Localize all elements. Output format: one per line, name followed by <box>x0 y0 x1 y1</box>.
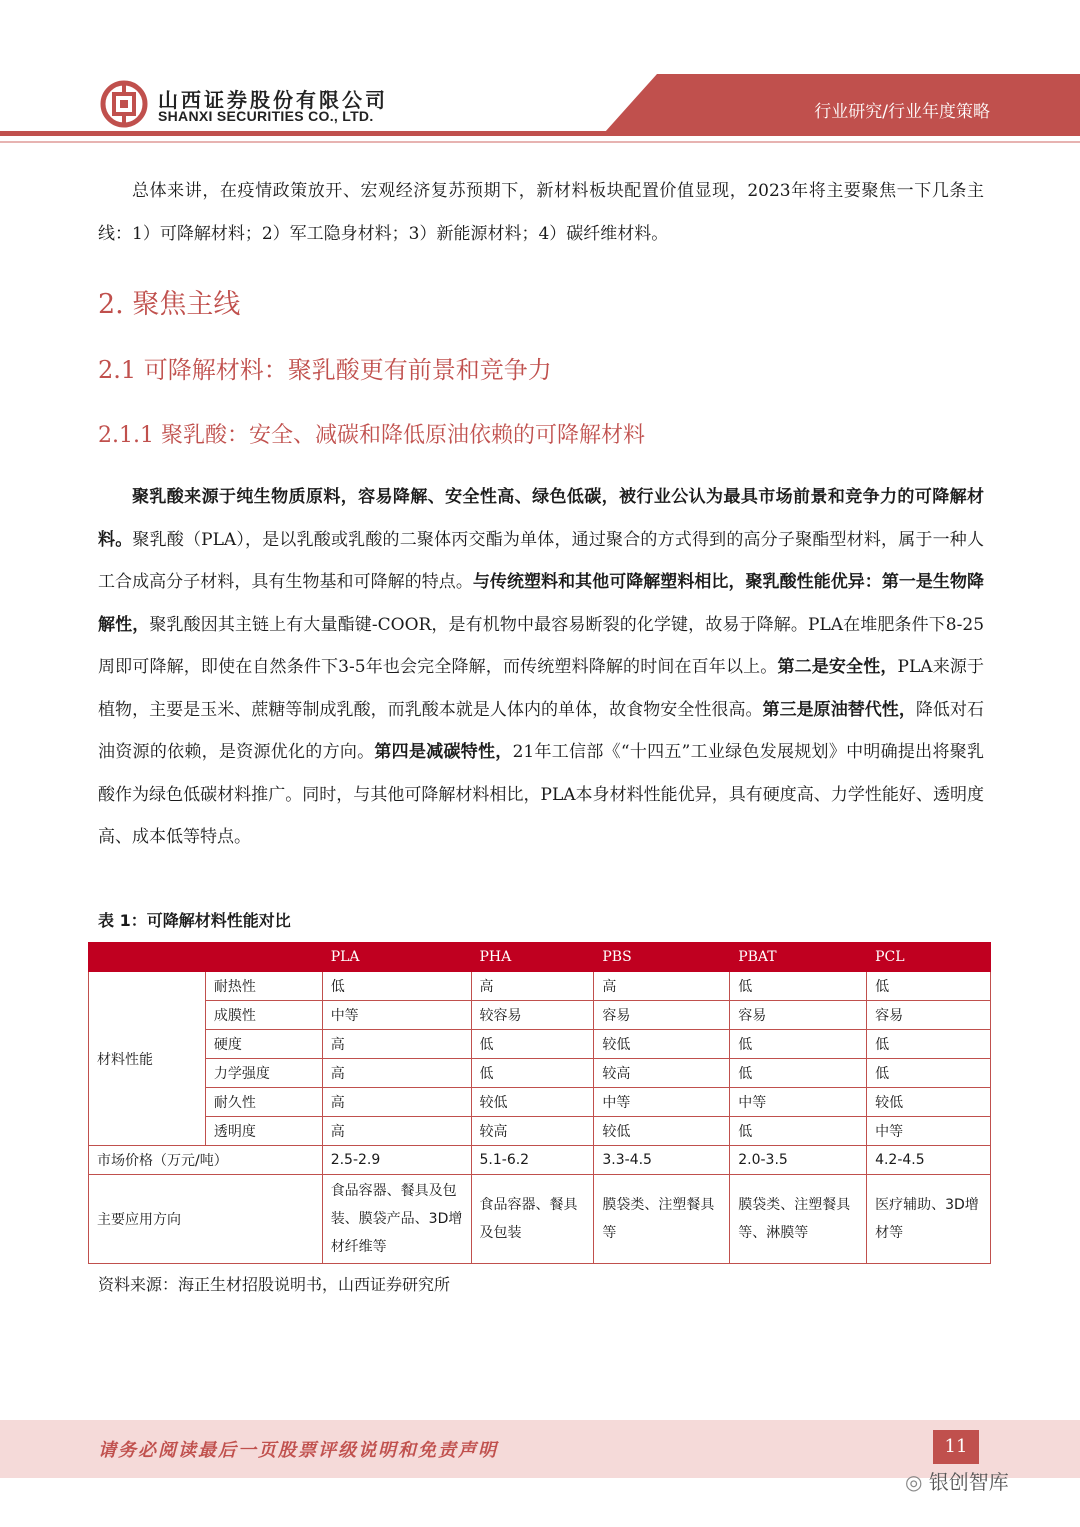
table-cell: 低 <box>867 972 991 1001</box>
table-cell: 低 <box>471 1030 594 1059</box>
section-heading: 2. 聚焦主线 <box>98 289 241 320</box>
table-cell: 低 <box>471 1059 594 1088</box>
watermark-text: 银创智库 <box>928 1470 1009 1494</box>
table-cell: 容易 <box>730 1001 867 1030</box>
property-name: 力学强度 <box>205 1059 322 1088</box>
group-label: 材料性能 <box>89 972 206 1146</box>
company-name-zh: 山西证券股份有限公司 <box>158 88 388 112</box>
table-cell: 高 <box>594 972 730 1001</box>
price-label: 市场价格（万元/吨） <box>89 1146 323 1175</box>
table-row <box>89 1088 991 1117</box>
table-cell: 低 <box>867 1030 991 1059</box>
table-cell: 较低 <box>594 1117 730 1146</box>
column-header: PHA <box>471 943 594 972</box>
body-safety-title: 第二是安全性， <box>777 657 898 677</box>
table-cell: 高 <box>322 1059 471 1088</box>
table-cell: 较低 <box>471 1088 594 1117</box>
body-paragraph <box>98 476 984 859</box>
body-safety: PLA来源于植物，主要是玉米、蔗糖等制成乳酸，而乳酸本就是人体内的单体，故食物安全性很高。 <box>98 657 985 720</box>
header-blank <box>205 943 322 972</box>
table-cell: 4.2-4.5 <box>867 1146 991 1175</box>
property-name: 透明度 <box>205 1117 322 1146</box>
body-definition: 聚乳酸（PLA），是以乳酸或乳酸的二聚体丙交酯为单体，通过聚合的方式得到的高分子聚酯型材料，属于一种人工合成高分子材料，具有生物基和可降解的特点。 <box>98 529 984 592</box>
table-row <box>89 1030 991 1059</box>
header-divider <box>0 131 1080 136</box>
table-cell: 较容易 <box>471 1001 594 1030</box>
table-header-row <box>89 943 991 972</box>
table-row <box>89 972 991 1001</box>
disclaimer-notice: 请务必阅读最后一页股票评级说明和免责声明 <box>98 1440 498 1461</box>
table-row <box>89 1001 991 1030</box>
subsection-heading: 2.1 可降解材料：聚乳酸更有前景和竞争力 <box>98 356 552 384</box>
body-compare: 与传统塑料和其他可降解塑料相比，聚乳酸性能优异：第一是生物降解性， <box>98 572 985 635</box>
company-logo <box>100 80 148 128</box>
table-caption: 表 1：可降解材料性能对比 <box>98 911 291 930</box>
table-cell: 中等 <box>594 1088 730 1117</box>
table-cell: 低 <box>867 1059 991 1088</box>
table-cell: 较高 <box>594 1059 730 1088</box>
table-cell: 膜袋类、注塑餐具等、淋膜等 <box>730 1175 867 1264</box>
table-row <box>89 1117 991 1146</box>
table-cell: 中等 <box>867 1117 991 1146</box>
table-cell: 高 <box>471 972 594 1001</box>
table-cell: 低 <box>730 1059 867 1088</box>
table-cell: 低 <box>730 1030 867 1059</box>
table-cell: 膜袋类、注塑餐具等 <box>594 1175 730 1264</box>
report-category: 行业研究/行业年度策略 <box>814 102 990 122</box>
table-cell: 高 <box>322 1117 471 1146</box>
table-cell: 食品容器、餐具及包装 <box>471 1175 594 1264</box>
table-row <box>89 1059 991 1088</box>
body-degradability: 聚乳酸因其主链上有大量酯键-COOR，是有机物中最容易断裂的化学键，故易于降解。PLA在堆肥条件下8-25周即可降解，即使在自然条件下3-5年也会完全降解，而传统塑料降解的时间在百年以上。 <box>98 614 985 677</box>
table-cell: 2.0-3.5 <box>730 1146 867 1175</box>
property-name: 耐久性 <box>205 1088 322 1117</box>
table-cell: 容易 <box>867 1001 991 1030</box>
table-cell: 较低 <box>594 1030 730 1059</box>
comparison-table <box>88 942 991 1264</box>
property-name: 成膜性 <box>205 1001 322 1030</box>
body-oil-title: 第三是原油替代性， <box>762 699 916 720</box>
column-header: PCL <box>867 943 991 972</box>
table-cell: 低 <box>730 1117 867 1146</box>
table-cell: 2.5-2.9 <box>322 1146 471 1175</box>
body-oil: 降低对石油资源的依赖，是资源优化的方向。 <box>98 699 985 762</box>
table-cell: 5.1-6.2 <box>471 1146 594 1175</box>
table-cell: 高 <box>322 1030 471 1059</box>
price-row <box>89 1146 991 1175</box>
column-header: PBS <box>594 943 730 972</box>
subsubsection-heading: 2.1.1 聚乳酸：安全、减碳和降低原油依赖的可降解材料 <box>98 423 645 448</box>
table-cell: 食品容器、餐具及包装、膜袋产品、3D增材纤维等 <box>322 1175 471 1264</box>
table-cell: 中等 <box>730 1088 867 1117</box>
table-cell: 3.3-4.5 <box>594 1146 730 1175</box>
table-source: 资料来源：海正生材招股说明书，山西证券研究所 <box>98 1275 451 1294</box>
intro-text: 总体来讲，在疫情政策放开、宏观经济复苏预期下，新材料板块配置价值显现，2023年将主要聚焦一下几条主线：1）可降解材料；2）军工隐身材料；3）新能源材料；4）碳纤维材料。 <box>98 181 984 244</box>
application-label: 主要应用方向 <box>89 1175 323 1264</box>
table-cell: 较低 <box>867 1088 991 1117</box>
table-cell: 低 <box>322 972 471 1001</box>
table-cell: 医疗辅助、3D增材等 <box>867 1175 991 1264</box>
property-name: 耐热性 <box>205 972 322 1001</box>
intro-paragraph <box>98 170 984 255</box>
table-cell: 容易 <box>594 1001 730 1030</box>
property-name: 硬度 <box>205 1030 322 1059</box>
company-name-en: SHANXI SECURITIES CO., LTD. <box>158 108 374 124</box>
wechat-icon: ◎ <box>905 1470 923 1494</box>
column-header: PLA <box>322 943 471 972</box>
application-row <box>89 1175 991 1264</box>
table-cell: 高 <box>322 1088 471 1117</box>
body-lead: 聚乳酸来源于纯生物质原料，容易降解、安全性高、绿色低碳，被行业公认为最具市场前景和竞争力的可降解材料。 <box>98 487 984 550</box>
body-carbon: 21年工信部《“十四五”工业绿色发展规划》中明确提出将聚乳酸作为绿色低碳材料推广。同时，与其他可降解材料相比，PLA本身材料性能优异，具有硬度高、力学性能好、透明度高、成本低等特点。 <box>98 742 985 847</box>
table-cell: 中等 <box>322 1001 471 1030</box>
page-number: 11 <box>933 1430 979 1464</box>
body-carbon-title: 第四是减碳特性， <box>374 742 513 762</box>
header-divider-thin <box>0 141 1080 143</box>
watermark <box>905 1466 1009 1495</box>
header-blank <box>89 943 206 972</box>
table-cell: 低 <box>730 972 867 1001</box>
table-cell: 较高 <box>471 1117 594 1146</box>
column-header: PBAT <box>730 943 867 972</box>
